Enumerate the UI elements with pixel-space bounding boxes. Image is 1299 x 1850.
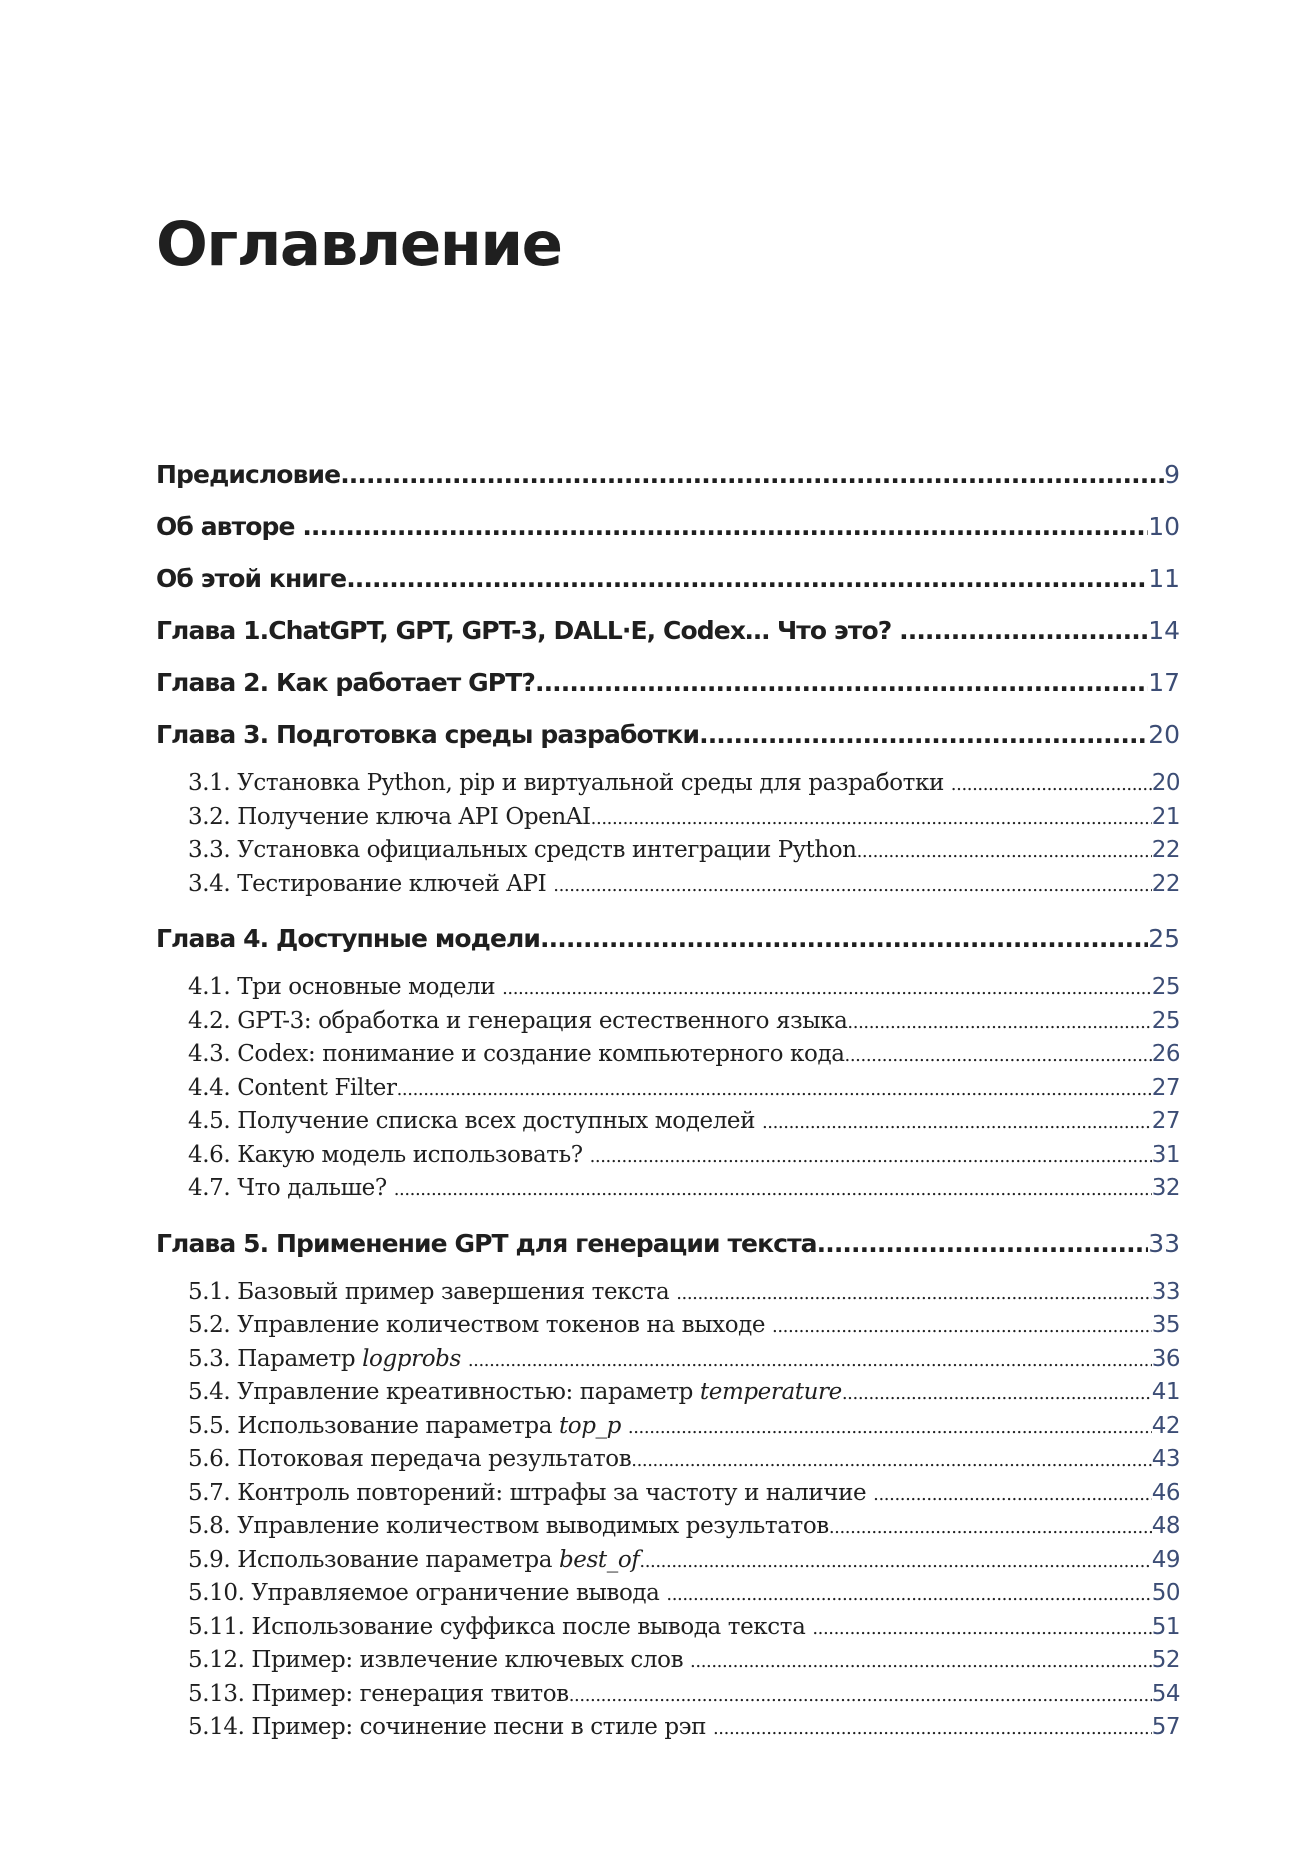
toc-entry-title-text: 4.1. Три основные модели [188,974,503,1000]
dot-leader [690,1645,1152,1679]
toc-entry-title [156,715,699,755]
toc-entry-title-text: Глава 2. Как работает GPT? [156,668,535,697]
dot-leader [772,1310,1152,1344]
toc-entry-title-text: 3.1. Установка Python, pip и виртуальной среды для разработки [188,770,951,796]
toc-entry-title [188,1038,845,1072]
toc-entry-title-text: 4.3. Codex: понимание и создание компьютерного кода [188,1041,845,1067]
toc-entry-parameter-name: top_p [558,1412,621,1439]
toc-page-number: 11 [1148,564,1180,593]
toc-page-number: 46 [1151,1479,1180,1506]
toc-chapter-entry[interactable] [156,1224,1180,1276]
toc-page-number: 20 [1148,720,1180,749]
toc-page-number: 42 [1151,1412,1180,1439]
toc-entry-title [188,1711,713,1745]
dot-leader [569,1679,1152,1713]
toc-chapter-entry[interactable] [156,611,1180,663]
toc-entry-title [188,1139,590,1173]
toc-entry-title-text: 5.12. Пример: извлечение ключевых слов [188,1647,691,1673]
toc-page-number: 14 [1148,616,1180,645]
dot-leader [340,455,1164,495]
toc-page-number: 31 [1151,1141,1180,1168]
dot-leader [951,768,1152,802]
toc-entry-title-text: 5.1. Базовый пример завершения текста [188,1278,677,1305]
toc-section-entry[interactable] [156,1038,1180,1072]
dot-leader [553,869,1151,903]
toc-section-entry[interactable] [156,1644,1180,1678]
dot-leader [713,1712,1152,1746]
dot-leader [676,1277,1152,1311]
dot-leader [535,663,1148,703]
dot-leader [346,559,1148,599]
dot-leader [394,1173,1152,1207]
toc-section-entry[interactable] [156,1005,1180,1039]
dot-leader [699,715,1148,755]
toc-entry-title-text: 4.2. GPT-3: обработка и генерация естественного языка [188,1007,848,1034]
toc-page-number: 22 [1151,870,1180,897]
dot-leader [540,919,1148,959]
dot-leader [502,972,1152,1006]
toc-page-number: 25 [1148,924,1180,953]
toc-entry-title [188,1510,829,1544]
toc-page-number: 10 [1148,512,1180,541]
toc-page-number: 20 [1151,770,1180,796]
toc-page-number: 25 [1151,1007,1180,1034]
toc-section-entry[interactable] [156,1611,1180,1645]
dot-leader [666,1578,1151,1612]
toc-entry-title-suffix [461,1346,468,1372]
toc-entry-title [156,455,340,495]
toc-entry-title [188,1611,812,1645]
toc-entry-title [188,767,951,801]
toc-entry-parameter-name: temperature [699,1379,842,1405]
toc-page-number: 50 [1151,1580,1180,1606]
toc-page-number: 22 [1151,837,1180,863]
toc-page-number: 9 [1164,460,1180,489]
toc-page-number: 33 [1148,1228,1180,1258]
toc-page-number: 27 [1151,1074,1180,1101]
toc-entry-title [188,1443,631,1477]
dot-leader [468,1344,1152,1378]
toc-entry-title-text: 4.5. Получение списка всех доступных моделей [188,1108,762,1134]
toc-chapter-entry[interactable] [156,455,1180,507]
dot-leader [899,611,1148,651]
toc-entry-title-text: 4.6. Какую модель использовать? [188,1141,590,1168]
toc-entry-title [188,1343,468,1377]
toc-page-number: 54 [1151,1680,1180,1707]
toc-entry-title [188,1577,666,1611]
dot-leader [829,1511,1152,1545]
toc-entry-title [188,1072,397,1106]
toc-entry-title-text: 5.4. Управление креативностью: параметр [188,1379,700,1405]
toc-page-number: 57 [1151,1714,1180,1740]
toc-entry-title-text: 5.13. Пример: генерация твитов [188,1680,569,1707]
toc-section-entry[interactable] [156,1443,1180,1477]
table-of-contents [156,455,1180,1745]
toc-entry-title-text: 5.6. Потоковая передача результатов [188,1446,632,1472]
toc-entry-title [188,1477,873,1511]
dot-leader [857,835,1152,869]
toc-section-entry[interactable] [156,1577,1180,1611]
dot-leader [812,1612,1151,1646]
toc-section-entry[interactable] [156,971,1180,1005]
toc-section-entry[interactable] [156,1172,1180,1206]
toc-entry-title [156,1224,817,1264]
toc-entry-title [156,919,540,959]
dot-leader [628,1411,1152,1445]
toc-entry-title [188,868,553,902]
toc-entry-title-text: 5.14. Пример: сочинение песни в стиле рэп [188,1714,713,1740]
toc-entry-title [188,1376,842,1410]
toc-entry-title-text: 4.7. Что дальше? [188,1175,394,1201]
toc-page-number: 36 [1151,1345,1180,1372]
toc-entry-title [188,1410,628,1444]
toc-section-entry[interactable] [156,801,1180,835]
toc-page-number: 17 [1148,668,1180,697]
dot-leader [397,1073,1152,1107]
toc-entry-title-text: 5.3. Параметр [188,1345,363,1372]
toc-page-number: 48 [1151,1513,1180,1539]
toc-entry-title-text: Глава 1.ChatGPT, GPT, GPT-3, DALL·E, Codex… Что это? [156,616,900,645]
toc-entry-parameter-name: best_of [558,1546,640,1573]
toc-entry-parameter-name: logprobs [362,1345,461,1372]
toc-page-number: 32 [1151,1175,1180,1201]
toc-page-number: 49 [1151,1546,1180,1573]
toc-section-entry[interactable] [156,1376,1180,1410]
toc-page-number: 33 [1151,1278,1180,1305]
toc-page-number: 51 [1151,1613,1180,1640]
toc-chapter-entry[interactable] [156,507,1180,559]
toc-entry-title [188,1172,394,1206]
toc-section-entry[interactable] [156,868,1180,902]
dot-leader [631,1444,1151,1478]
toc-entry-title-suffix [621,1413,628,1439]
toc-page-number: 52 [1151,1647,1180,1673]
toc-page-number: 41 [1151,1379,1180,1405]
toc-chapter-entry[interactable] [156,663,1180,715]
dot-leader [847,1006,1151,1040]
toc-entry-title [188,1005,847,1039]
toc-page-number: 35 [1151,1312,1180,1338]
toc-entry-title-text: 4.4. Content Filter [188,1074,397,1101]
toc-entry-title-text: Об авторе [156,512,303,541]
dot-leader [590,1140,1152,1174]
toc-page-number: 26 [1151,1041,1180,1067]
toc-entry-title [188,971,502,1005]
toc-section-entry[interactable] [156,1678,1180,1712]
toc-chapter-entry[interactable] [156,919,1180,971]
toc-section-entry[interactable] [156,1343,1180,1377]
toc-entry-title-text: Глава 3. Подготовка среды разработки [156,720,700,749]
toc-entry-title [156,663,535,703]
toc-entry-title-text: 5.10. Управляемое ограничение вывода [188,1580,667,1606]
toc-entry-title [156,611,899,651]
toc-page-number: 43 [1151,1446,1180,1472]
toc-entry-title-text: 5.5. Использование параметра [188,1412,559,1439]
toc-entry-title-text: 5.8. Управление количеством выводимых результатов [188,1513,829,1539]
toc-entry-title-text: Об этой книге [156,564,347,593]
toc-entry-title [188,1276,676,1310]
toc-section-entry[interactable] [156,767,1180,801]
toc-page-number: 25 [1151,974,1180,1000]
toc-section-entry[interactable] [156,1072,1180,1106]
dot-leader [762,1106,1152,1140]
toc-page-number: 27 [1151,1108,1180,1134]
toc-section-entry[interactable] [156,1410,1180,1444]
toc-entry-title-text: 5.7. Контроль повторений: штрафы за частоту и наличие [188,1479,874,1506]
dot-leader [639,1545,1151,1579]
toc-entry-title [188,1309,772,1343]
dot-leader [842,1377,1152,1411]
toc-section-entry[interactable] [156,1105,1180,1139]
toc-chapter-entry[interactable] [156,559,1180,611]
dot-leader [817,1224,1149,1264]
toc-entry-title-text: 5.9. Использование параметра [188,1546,559,1573]
dot-leader [873,1478,1152,1512]
toc-entry-title-text: 3.3. Установка официальных средств интеграции Python [188,837,857,863]
toc-entry-title-text: 3.4. Тестирование ключей API [188,870,554,897]
toc-entry-title [188,801,591,835]
toc-entry-title [188,1644,690,1678]
dot-leader [302,507,1148,547]
toc-entry-title [156,507,302,547]
toc-entry-title [188,834,857,868]
toc-page-number: 21 [1151,803,1180,830]
toc-section-entry[interactable] [156,1276,1180,1310]
toc-entry-title-text: 5.2. Управление количеством токенов на выходе [188,1312,773,1338]
dot-leader [845,1039,1152,1073]
toc-section-entry[interactable] [156,1477,1180,1511]
toc-section-entry[interactable] [156,1139,1180,1173]
page-title: Оглавление [156,209,562,280]
toc-entry-title [188,1105,762,1139]
toc-section-entry[interactable] [156,1510,1180,1544]
toc-entry-title-text: Глава 5. Применение GPT для генерации текста [156,1228,817,1258]
toc-entry-title-text: Предисловие [156,460,341,489]
toc-section-entry[interactable] [156,1309,1180,1343]
toc-entry-title [188,1544,639,1578]
toc-section-entry[interactable] [156,834,1180,868]
dot-leader [591,802,1152,836]
toc-entry-title-text: 5.11. Использование суффикса после вывода текста [188,1613,813,1640]
toc-chapter-entry[interactable] [156,715,1180,767]
toc-entry-title-text: 3.2. Получение ключа API OpenAI [188,803,591,830]
toc-section-entry[interactable] [156,1711,1180,1745]
toc-entry-title [156,559,346,599]
toc-section-entry[interactable] [156,1544,1180,1578]
toc-entry-title-text: Глава 4. Доступные модели [156,924,541,953]
toc-entry-title [188,1678,569,1712]
